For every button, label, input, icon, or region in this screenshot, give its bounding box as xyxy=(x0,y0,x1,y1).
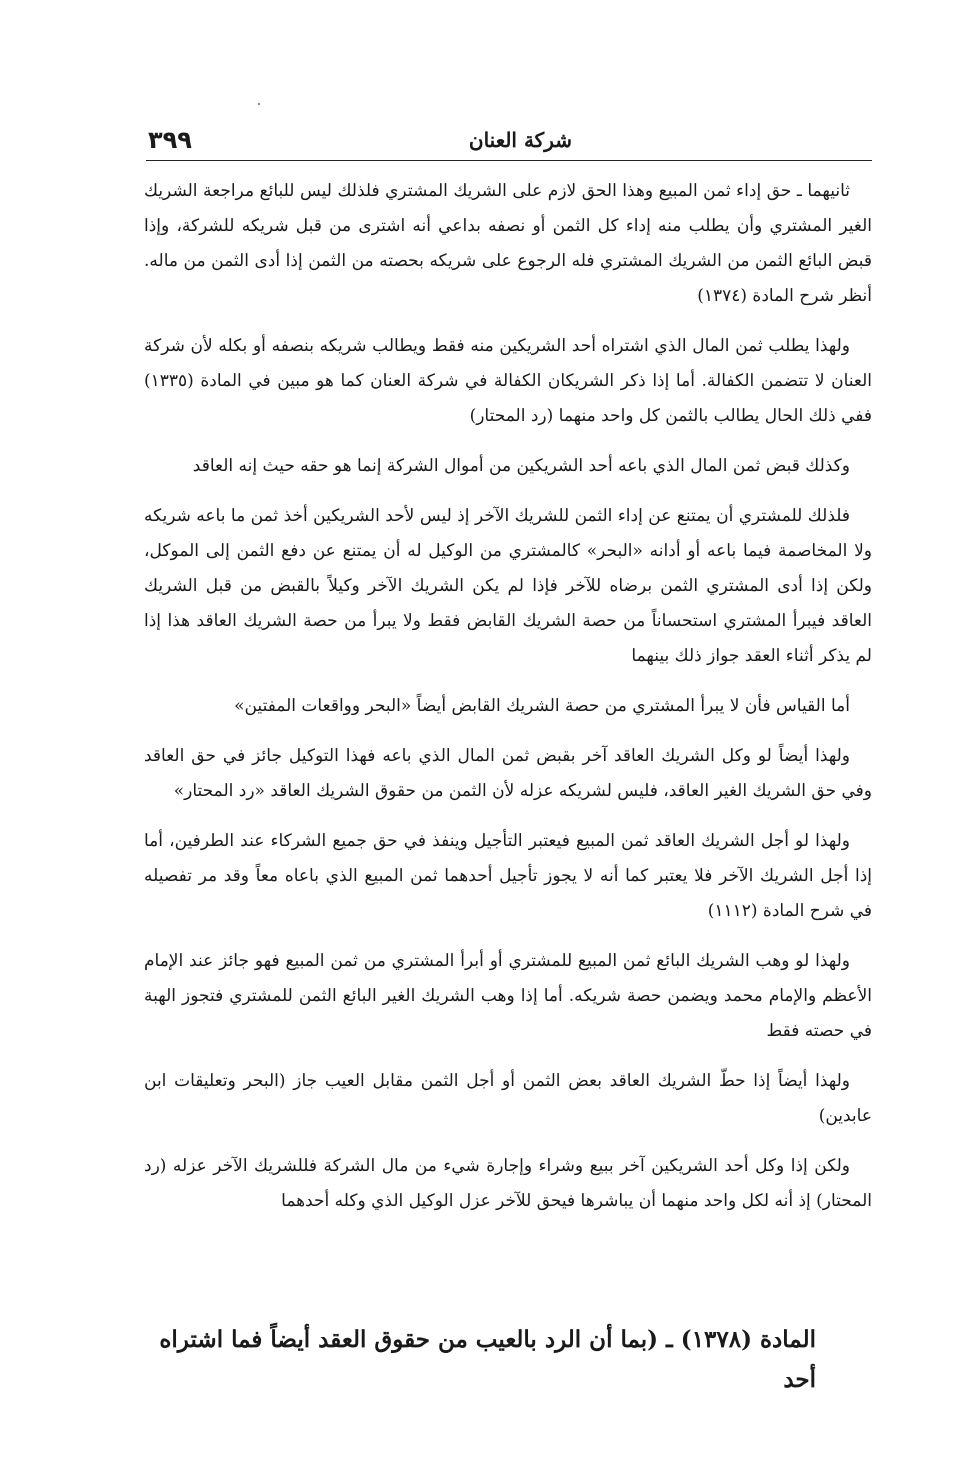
paragraph-text: ولهذا يطلب ثمن المال الذي اشتراه أحد الشريكين منه فقط ويطالب شريكه بنصفه أو بكله لأن شركة العنان لا تتضمن الكفالة. أما إذا ذكر الشريكان الكفالة في شركة العنان كما هو مبين في المادة (١٣٣٥) ففي ذلك الحال يطالب بالثمن كل واحد منهما (رد المحتار) xyxy=(144,336,872,426)
chapter-title: شركة العنان xyxy=(468,128,572,152)
paragraph xyxy=(144,689,872,724)
paragraph xyxy=(144,739,872,809)
paragraph-text: ولهذا لو أجل الشريك العاقد ثمن المبيع فيعتبر التأجيل وينفذ في حق جميع الشركاء عند الطرفين، أما إذا أجل الشريك الآخر فلا يعتبر كما أنه لا يجوز تأجيل أحدهما ثمن المبيع الذي باعاه معاً وقد مر تفصيله في شرح المادة (١١١٢) xyxy=(144,831,872,921)
paragraph xyxy=(144,174,872,314)
paragraph-text: ولكن إذا وكل أحد الشريكين آخر ببيع وشراء وإجارة شيء من مال الشركة فللشريك الآخر عزله (رد المحتار) إذ أنه لكل واحد منهما أن يباشرها فيحق للآخر عزل الوكيل الذي وكله أحدهما xyxy=(144,1156,872,1211)
paragraph xyxy=(144,1149,872,1219)
paragraph-text: ولهذا أيضاً إذا حطّ الشريك العاقد بعض الثمن أو أجل الثمن مقابل العيب جاز (البحر وتعليقات ابن عابدين) xyxy=(144,1071,872,1126)
paragraph-text: وكذلك قبض ثمن المال الذي باعه أحد الشريكين من أموال الشركة إنما هو حقه حيث إنه العاقد xyxy=(192,456,850,476)
paragraph-text: أما القياس فأن لا يبرأ المشتري من حصة الشريك القابض أيضاً «البحر وواقعات المفتين» xyxy=(234,696,850,716)
page-number: ٣٩٩ xyxy=(148,126,192,154)
paragraph-text: فلذلك للمشتري أن يمتنع عن إداء الثمن للشريك الآخر إذ ليس لأحد الشريكين أخذ ثمن ما باعه شريكه ولا المخاصمة فيما باعه أو أدانه «البحر» كالمشتري من الوكيل له أن يمتنع عن دفع الثمن إلى الموكل، ولكن إذا أدى المشتري الثمن برضاه للآخر فإذا لم يكن الشريك الآخر وكيلاً بالقبض من قبل الشريك العاقد فيبرأ المشتري استحساناً من حصة الشريك القابض فقط ولا يبرأ من حصة الشريك العاقد هذا إذا لم يذكر أثناء العقد جواز ذلك بينهما xyxy=(144,506,872,666)
article-heading: المادة (١٣٧٨) ـ (بما أن الرد بالعيب من حقوق العقد أيضاً فما اشتراه أحد xyxy=(159,1326,816,1393)
paragraph xyxy=(144,499,872,674)
body-text xyxy=(144,174,872,1234)
paragraph-text: ثانيهما ـ حق إداء ثمن المبيع وهذا الحق لازم على الشريك المشتري فلذلك ليس للبائع مراجعة الشريك الغير المشتري وأن يطلب منه إداء كل الثمن أو نصفه بداعي أنه اشترى من قبل شريكه للشركة، وإذا قبض البائع الثمن من الشريك المشتري فله الرجوع على شريكه بحصته من الثمن إذا أدى الثمن من ماله. أنظر شرح المادة (١٣٧٤) xyxy=(144,181,872,306)
paragraph xyxy=(144,449,872,484)
running-header xyxy=(146,126,872,161)
paragraph-text: ولهذا لو وهب الشريك البائع ثمن المبيع للمشتري أو أبرأ المشتري من ثمن المبيع فهو جائز عند الإمام الأعظم والإمام محمد ويضمن حصة شريكه. أما إذا وهب الشريك الغير البائع الثمن للمشتري فتجوز الهبة في حصته فقط xyxy=(144,951,872,1041)
paragraph xyxy=(144,824,872,929)
paragraph-text: ولهذا أيضاً لو وكل الشريك العاقد آخر بقبض ثمن المال الذي باعه فهذا التوكيل جائز في حق العاقد وفي حق الشريك الغير العاقد، فليس لشريكه عزله لأن الثمن من حقوق الشريك العاقد «رد المحتار» xyxy=(144,746,872,801)
paragraph xyxy=(144,329,872,434)
paragraph xyxy=(144,1064,872,1134)
scan-speck xyxy=(258,103,260,105)
paragraph xyxy=(144,944,872,1049)
